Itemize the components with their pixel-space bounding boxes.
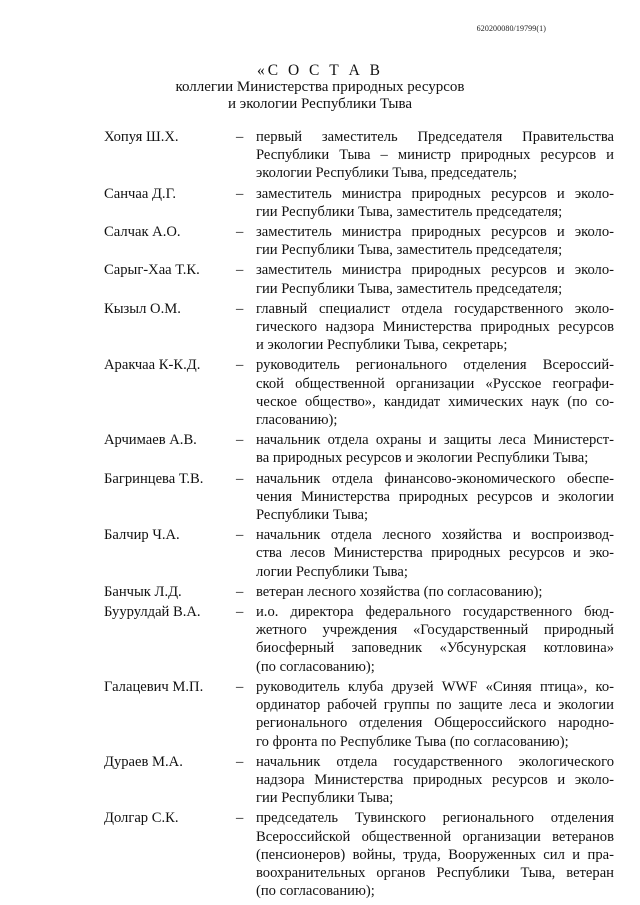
member-name: Банчык Л.Д. <box>104 583 182 600</box>
member-role-line: гии Республики Тыва; <box>256 790 394 807</box>
member-role <box>256 603 614 676</box>
member-name: Багринцева Т.В. <box>104 470 204 487</box>
member-name: Балчир Ч.А. <box>104 527 180 544</box>
member-name: Арчимаев А.В. <box>104 432 197 449</box>
member-role-line: ской общественной организации «Русское географи- <box>256 375 614 392</box>
member-role <box>256 809 614 900</box>
member-role-line: руководитель регионального отделения Всероссий- <box>256 357 614 374</box>
member-entry <box>104 678 614 751</box>
member-role-line: чения Министерства природных ресурсов и экологии <box>256 488 614 505</box>
member-role-line: гии Республики Тыва, заместитель председателя; <box>256 280 563 297</box>
member-dash: – <box>236 357 244 374</box>
member-role-line: экологии Республики Тыва, председатель; <box>256 165 518 182</box>
member-entry <box>104 261 614 297</box>
member-role-line: ветеран лесного хозяйства (по согласованию); <box>256 583 543 600</box>
member-role-line: (по согласованию); <box>256 883 375 900</box>
member-name: Буурулдай В.А. <box>104 604 201 621</box>
member-role-line: гического надзора Министерства природных ресурсов <box>256 319 614 336</box>
member-role-line: (пенсионеров) войны, труда, Вооруженных сил и пра- <box>256 846 614 863</box>
member-entry <box>104 128 614 183</box>
document-code: 620200080/19799(1) <box>476 24 546 33</box>
member-role <box>256 753 614 808</box>
member-entry <box>104 470 614 525</box>
member-entry <box>104 753 614 808</box>
member-role-line: ства лесов Министерства природных ресурсов и эко- <box>256 545 614 562</box>
member-dash: – <box>236 300 244 317</box>
member-role-line: го фронта по Республике Тыва (по согласованию); <box>256 733 569 750</box>
title-main: «С О С Т А В <box>257 62 383 79</box>
member-dash: – <box>236 810 244 827</box>
member-name: Санчаа Д.Г. <box>104 185 177 202</box>
member-role-line: и.о. директора федерального государственного бюд- <box>256 604 614 621</box>
member-name: Салчак А.О. <box>104 224 181 241</box>
member-role-line: заместитель министра природных ресурсов и эколо- <box>256 262 614 279</box>
member-role-line: надзора Министерства природных ресурсов и эколо- <box>256 771 614 788</box>
member-role-line: начальник отдела лесного хозяйства и воспроизвод- <box>256 527 614 544</box>
member-role-line: и экологии Республики Тыва, секретарь; <box>256 337 508 354</box>
member-role-line: жетного учреждения «Государственный природный <box>256 622 614 639</box>
member-dash: – <box>236 185 244 202</box>
member-role-line: заместитель министра природных ресурсов и эколо- <box>256 185 614 202</box>
member-role-line: заместитель министра природных ресурсов и эколо- <box>256 224 614 241</box>
member-role-line: регионального отделения Общероссийского народно- <box>256 715 614 732</box>
member-role-line: гии Республики Тыва, заместитель председателя; <box>256 242 563 259</box>
member-dash: – <box>236 583 244 600</box>
member-role-line: гласованию); <box>256 412 338 429</box>
member-dash: – <box>236 753 244 770</box>
member-role <box>256 300 614 355</box>
member-role-line: гии Республики Тыва, заместитель председателя; <box>256 203 563 220</box>
member-dash: – <box>236 527 244 544</box>
member-name: Хопуя Ш.Х. <box>104 129 179 145</box>
member-entry <box>104 300 614 355</box>
member-entry <box>104 526 614 581</box>
member-role-line: (по согласованию); <box>256 658 375 675</box>
member-role-line: начальник отдела государственного экологического <box>256 753 614 770</box>
member-role <box>256 185 614 221</box>
member-name: Галацевич М.П. <box>104 678 204 695</box>
member-role-line: руководитель клуба друзей WWF «Синяя птица», ко- <box>256 678 614 695</box>
member-role <box>256 526 614 581</box>
members-list <box>104 128 614 902</box>
member-role-line: биосферный заповедник «Убсунурская котловина» <box>256 640 614 657</box>
member-role <box>256 223 614 259</box>
member-dash: – <box>236 432 244 449</box>
member-role-line: Республики Тыва – министр природных ресурсов и <box>256 147 614 164</box>
member-role-line: Республики Тыва; <box>256 507 369 524</box>
member-entry <box>104 603 614 676</box>
member-role <box>256 356 614 429</box>
member-role-line: Всероссийской общественной организации ветеранов <box>256 828 614 845</box>
member-entry <box>104 583 614 601</box>
member-name: Сарыг-Хаа Т.К. <box>104 262 200 279</box>
member-entry <box>104 185 614 221</box>
member-role-line: начальник отдела финансово-экономического обеспе- <box>256 470 614 487</box>
member-name: Аракчаа К-К.Д. <box>104 357 201 374</box>
member-role-line: начальник отдела охраны и защиты леса Министерст- <box>256 432 614 449</box>
member-role <box>256 261 614 297</box>
member-role <box>256 678 614 751</box>
member-role-line: ординатор рабочей группы по защите леса и экологии <box>256 697 614 714</box>
member-role <box>256 431 614 467</box>
member-dash: – <box>236 262 244 279</box>
member-role <box>256 583 614 601</box>
title-line-1: коллегии Министерства природных ресурсов <box>175 79 465 95</box>
member-role <box>256 470 614 525</box>
member-entry <box>104 809 614 900</box>
member-role-line: воохранительных органов Республики Тыва, ветеран <box>256 864 614 881</box>
member-role-line: ва природных ресурсов и экологии Республики Тыва; <box>256 450 589 467</box>
member-dash: – <box>236 224 244 241</box>
member-role-line: председатель Тувинского регионального отделения <box>256 810 614 827</box>
member-role-line: ческое общество», кандидат химических наук (по со- <box>256 393 614 410</box>
member-entry <box>104 431 614 467</box>
member-name: Долгар С.К. <box>104 810 179 827</box>
member-name: Кызыл О.М. <box>104 300 181 317</box>
member-role-line: первый заместитель Председателя Правительства <box>256 129 614 145</box>
title-line-2: и экологии Республики Тыва <box>227 96 413 112</box>
member-entry <box>104 223 614 259</box>
member-dash: – <box>236 678 244 695</box>
member-entry <box>104 356 614 429</box>
title-block <box>0 62 640 113</box>
member-role-line: главный специалист отдела государственного эколо- <box>256 300 614 317</box>
member-name: Дураев М.А. <box>104 753 183 770</box>
member-role-line: логии Республики Тыва; <box>256 563 408 580</box>
member-dash: – <box>236 129 244 145</box>
member-role <box>256 128 614 183</box>
member-dash: – <box>236 604 244 621</box>
member-dash: – <box>236 470 244 487</box>
